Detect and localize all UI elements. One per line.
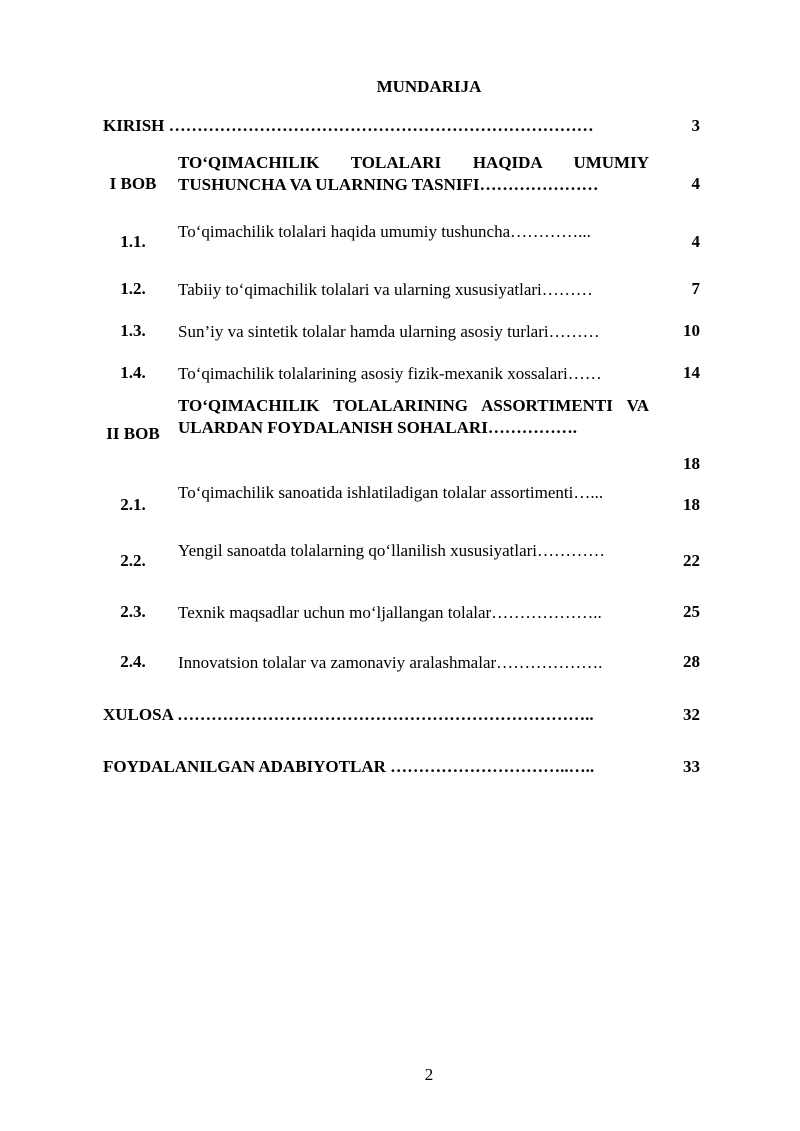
toc-references[interactable]: FOYDALANILGAN ADABIYOTLAR …………………………..….. — [103, 757, 595, 776]
toc-s12-title[interactable]: Tabiiy to‘qimachilik tolalari va ularning xususiyatlari……… — [178, 280, 593, 299]
toc-s24-title[interactable]: Innovatsion tolalar va zamonaviy aralashmalar………………. — [178, 653, 603, 672]
toc-s24-page: 28 — [683, 652, 700, 671]
toc-s22-label: 2.2. — [120, 551, 146, 570]
toc-chapter1-page: 4 — [691, 174, 700, 193]
toc-s14-page: 14 — [683, 363, 700, 382]
toc-s14-label: 1.4. — [120, 363, 146, 382]
toc-s11-title[interactable]: To‘qimachilik tolalari haqida umumiy tushuncha…………... — [178, 222, 591, 241]
toc-s23-label: 2.3. — [120, 602, 146, 621]
toc-intro-page: 3 — [691, 116, 700, 135]
toc-chapter2-label: II BOB — [106, 424, 160, 443]
toc-s21-page: 18 — [683, 495, 700, 514]
toc-conclusion[interactable]: XULOSA ……………………………………………………………….. — [103, 705, 594, 724]
toc-s22-page: 22 — [683, 551, 700, 570]
toc-chapter2-page: 18 — [683, 454, 700, 473]
toc-s12-label: 1.2. — [120, 279, 146, 298]
toc-s11-label: 1.1. — [120, 232, 146, 251]
toc-conclusion-page: 32 — [683, 705, 700, 724]
toc-chapter1-label: I BOB — [109, 174, 157, 193]
toc-s21-title[interactable]: To‘qimachilik sanoatida ishlatiladigan tolalar assortimenti…... — [178, 483, 604, 502]
toc-chapter2-title[interactable]: TO‘QIMACHILIK TOLALARINING ASSORTIMENTI VA ULARDAN FOYDALANISH SOHALARI……………. — [178, 396, 649, 437]
toc-s11-page: 4 — [691, 232, 700, 251]
toc-s13-label: 1.3. — [120, 321, 146, 340]
toc-references-page: 33 — [683, 757, 700, 776]
toc-s23-page: 25 — [683, 602, 700, 621]
toc-s12-page: 7 — [691, 279, 700, 298]
page-title: MUNDARIJA — [376, 77, 482, 96]
toc-s13-title[interactable]: Sun’iy va sintetik tolalar hamda ularning asosiy turlari……… — [178, 322, 600, 341]
toc-s22-title[interactable]: Yengil sanoatda tolalarning qo‘llanilish xususiyatlari………… — [178, 541, 606, 560]
toc-s24-label: 2.4. — [120, 652, 146, 671]
page-number: 2 — [424, 1065, 434, 1084]
toc-chapter1-title[interactable]: TO‘QIMACHILIK TOLALARI HAQIDA UMUMIY TUSHUNCHA VA ULARNING TASNIFI………………… — [178, 153, 649, 194]
toc-s21-label: 2.1. — [120, 495, 146, 514]
toc-intro[interactable]: KIRISH ………………………………………………………………… — [103, 116, 594, 135]
toc-s23-title[interactable]: Texnik maqsadlar uchun mo‘ljallangan tolalar……………….. — [178, 603, 602, 622]
toc-s13-page: 10 — [683, 321, 700, 340]
toc-s14-title[interactable]: To‘qimachilik tolalarining asosiy fizik-mexanik xossalari…… — [178, 364, 602, 383]
